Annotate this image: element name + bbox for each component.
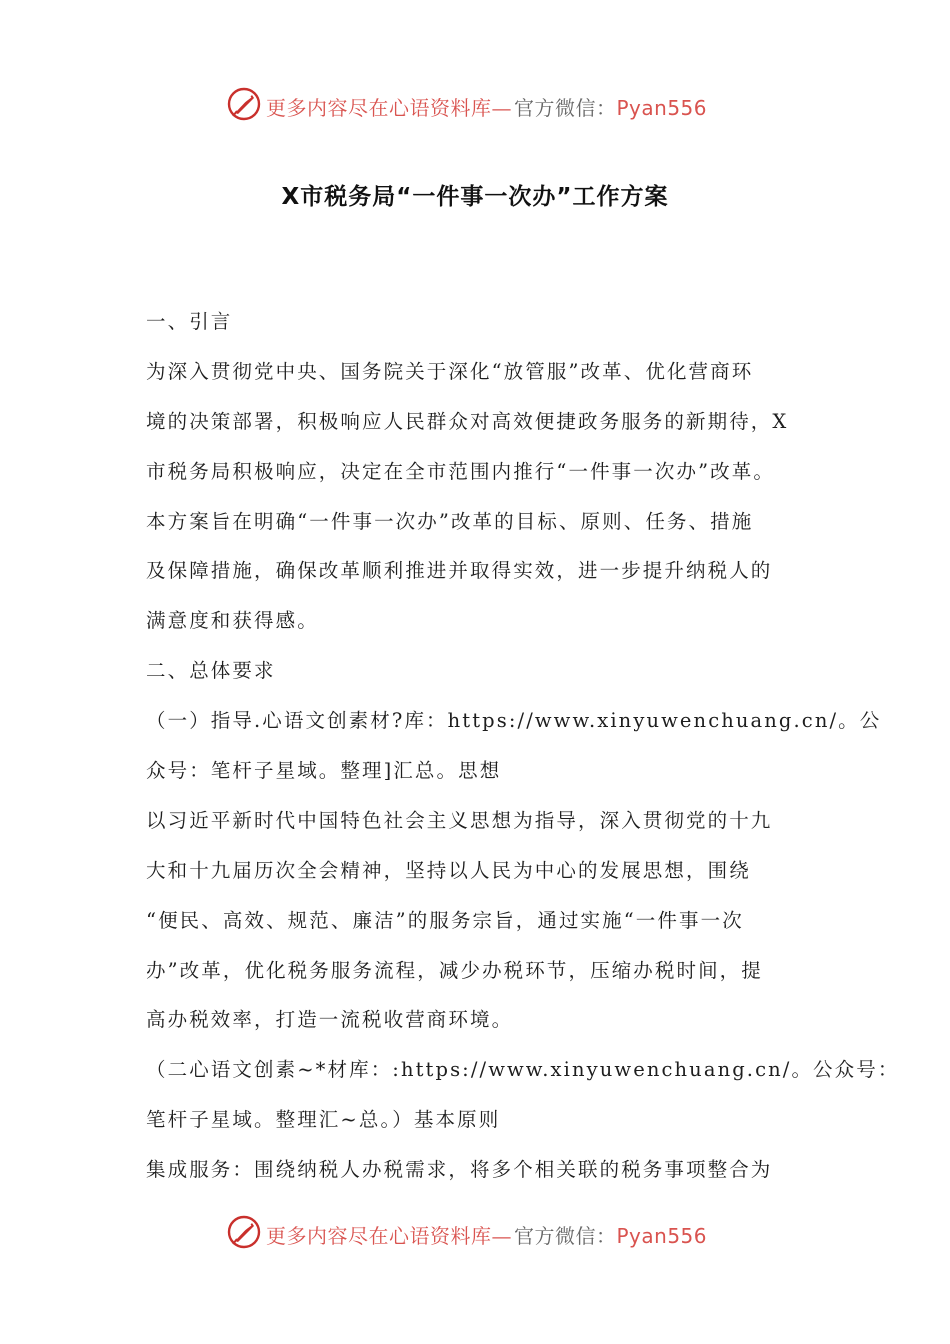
footer-watermark-banner bbox=[0, 1212, 950, 1252]
heading-introduction: 一、引言 bbox=[146, 310, 233, 333]
quill-logo-icon bbox=[226, 1214, 262, 1250]
subheading-guiding-ideology: （一）指导.心语文创素材?库：https://www.xinyuwenchuang.cn/。公 bbox=[146, 709, 882, 733]
quill-logo-icon bbox=[226, 86, 262, 122]
header-watermark-banner bbox=[0, 84, 950, 124]
document-body bbox=[146, 297, 900, 1195]
subheading-basic-principles-cont: 笔杆子星域。整理汇~总。）基本原则 bbox=[146, 1108, 501, 1132]
watermark-text: 更多内容尽在心语资料库— 官方微信：Pyan556 bbox=[266, 96, 708, 120]
paragraph-line: 高办税效率，打造一流税收营商环境。 bbox=[146, 1008, 514, 1032]
paragraph-line: “便民、高效、规范、廉洁”的服务宗旨，通过实施“一件事一次 bbox=[146, 908, 744, 932]
heading-general-requirements: 二、总体要求 bbox=[146, 659, 276, 683]
watermark-text: 更多内容尽在心语资料库— 官方微信：Pyan556 bbox=[266, 1224, 708, 1248]
paragraph-line: 办”改革，优化税务服务流程，减少办税环节，压缩办税时间，提 bbox=[146, 958, 763, 982]
subheading-basic-principles: （二心语文创素~*材库：:https://www.xinyuwenchuang.cn/。公众号： bbox=[146, 1058, 900, 1082]
paragraph-line: 为深入贯彻党中央、国务院关于深化“放管服”改革、优化营商环 bbox=[146, 359, 754, 383]
subheading-guiding-ideology-cont: 众号：笔杆子星域。整理]汇总。思想 bbox=[146, 759, 502, 783]
paragraph-line: 本方案旨在明确“一件事一次办”改革的目标、原则、任务、措施 bbox=[146, 509, 754, 533]
paragraph-line: 大和十九届历次全会精神，坚持以人民为中心的发展思想，围绕 bbox=[146, 858, 751, 882]
paragraph-line: 及保障措施，确保改革顺利推进并取得实效，进一步提升纳税人的 bbox=[146, 559, 773, 583]
paragraph-line: 市税务局积极响应，决定在全市范围内推行“一件事一次办”改革。 bbox=[146, 459, 775, 483]
paragraph-line: 境的决策部署，积极响应人民群众对高效便捷政务服务的新期待，X bbox=[146, 409, 789, 433]
document-title: X市税务局“一件事一次办”工作方案 bbox=[281, 184, 669, 210]
paragraph-line: 以习近平新时代中国特色社会主义思想为指导，深入贯彻党的十九 bbox=[146, 808, 773, 832]
paragraph-line: 满意度和获得感。 bbox=[146, 609, 319, 633]
paragraph-line: 集成服务：围绕纳税人办税需求，将多个相关联的税务事项整合为 bbox=[146, 1158, 773, 1182]
